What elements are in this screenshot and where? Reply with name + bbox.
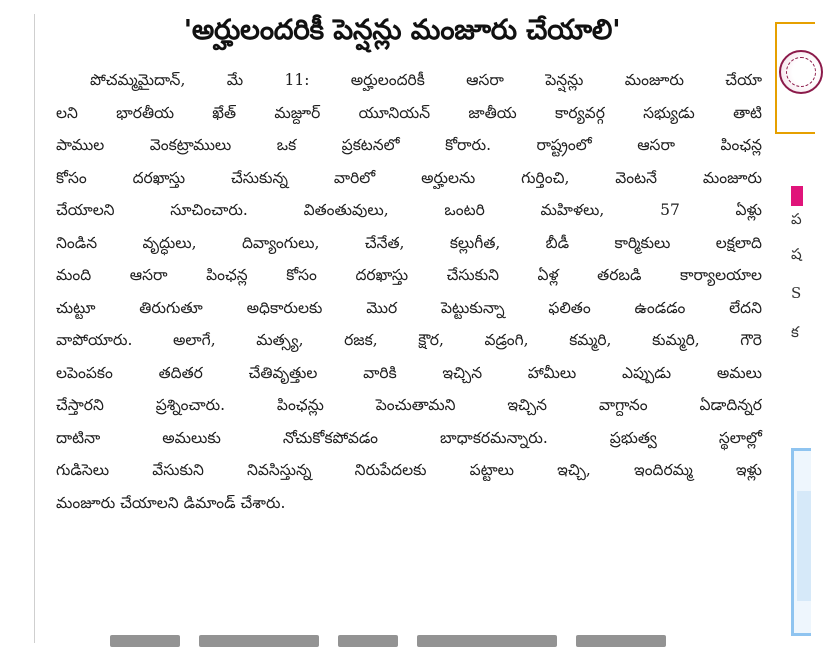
adjacent-text-fragment: ష (791, 245, 802, 263)
article-line: దాటినా అమలుకు నోచుకోకపోవడం బాధాకరమన్నారు. ప్రభుత్వ స్థలాల్లో (56, 428, 762, 447)
adjacent-text-fragment: క (791, 323, 799, 341)
article-line: లని భారతీయ ఖేత్ మజ్దూర్ యూనియన్ జాతీయ కార్యవర్గ సభ్యుడు తాటి (56, 103, 762, 122)
cut-off-word (576, 635, 666, 647)
cut-off-word (110, 635, 180, 647)
cut-off-word (417, 635, 557, 647)
article-line: పోచమ్మమైదాన్, మే 11: అర్హులందరికీ ఆసరా పెన్షన్లు మంజూరు చేయా (90, 71, 762, 89)
article-line: పాముల వెంకట్రాములు ఒక ప్రకటనలో కోరారు. రాష్ట్రంలో ఆసరా పింఛన్ల (56, 136, 762, 154)
section-tag (791, 186, 803, 206)
article-line: కోసం దరఖాస్తు చేసుకున్న వారిలో అర్హులను గుర్తించి, వెంటనే మంజూరు (56, 168, 762, 187)
advertisement-frame (791, 448, 811, 636)
cut-off-word (199, 635, 319, 647)
article-line: మంది ఆసరా పింఛన్ల కోసం దరఖాస్తు చేసుకుని ఏళ్ల తరబడి కార్యాలయాల (56, 266, 762, 284)
article-line: చేస్తారని ప్రశ్నించారు. పింఛన్లు పెంచుతామని ఇచ్చిన వాగ్దానం ఏడాదిన్నర (56, 396, 762, 414)
seal-ring (786, 57, 816, 87)
article-line: నిండిన వృద్ధులు, దివ్యాంగులు, చేనేత, కల్లుగీత, బీడీ కార్మికులు లక్షలాది (56, 233, 762, 252)
adjacent-text-fragment: S (791, 284, 802, 302)
cut-off-next-headline (110, 632, 770, 643)
article-line: గుడిసెలు వేసుకుని నివసిస్తున్న నిరుపేదలకు పట్టాలు ఇచ్చి, ఇందిరమ్మ ఇళ్లు (56, 461, 762, 479)
column-divider (34, 14, 35, 643)
article-line: చుట్టూ తిరుగుతూ అధికారులకు మొర పెట్టుకున్నా ఫలితం ఉండడం లేదని (56, 298, 762, 317)
article-line: లపెంపకం తదితర చేతివృత్తుల వారికి ఇచ్చిన హామీలు ఎప్పుడు అమలు (56, 363, 762, 382)
adjacent-column (773, 0, 800, 643)
article-body (56, 64, 762, 519)
article-line: వాపోయారు. అలాగే, మత్స్య, రజక, క్షౌర, వడ్రంగి, కమ్మరి, కుమ్మరి, గౌరె (56, 331, 762, 349)
adjacent-text-fragment: ప (791, 210, 802, 228)
advertisement-panel (797, 491, 811, 601)
article-line: మంజూరు చేయాలని డిమాండ్ చేశారు. (56, 493, 286, 512)
cut-off-word (338, 635, 398, 647)
emblem-seal-icon (779, 50, 823, 94)
article-headline: 'అర్హులందరికీ పెన్షన్లు మంజూరు చేయాలి' (183, 13, 621, 46)
article-line: చేయాలని సూచించారు. వితంతువులు, ఒంటరి మహిళలు, 57 ఏళ్లు (56, 201, 762, 219)
